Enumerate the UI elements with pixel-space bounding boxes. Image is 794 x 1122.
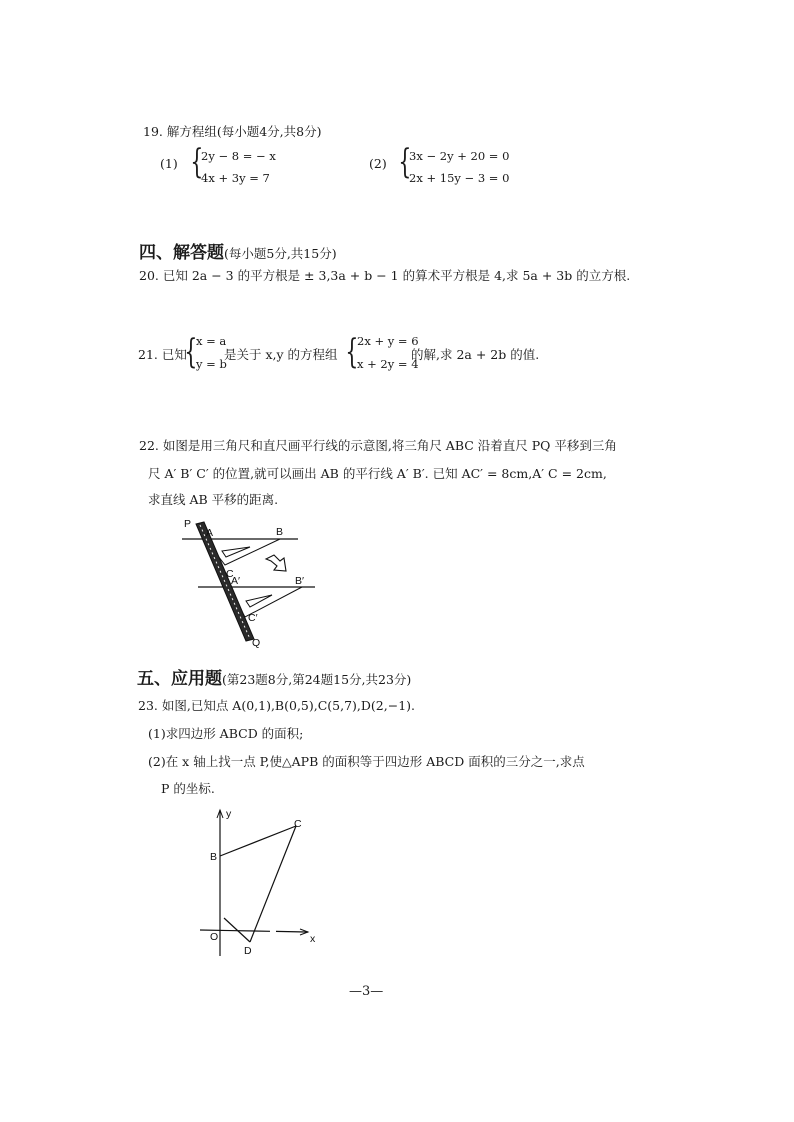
q19-part2-eq1: 3x − 2y + 20 = 0 <box>409 149 510 163</box>
label-d: D <box>244 945 252 957</box>
q19-part1-eq1: 2y − 8 = − x <box>201 149 276 163</box>
q23-figure <box>200 806 320 961</box>
label-q: Q <box>252 637 261 649</box>
q23-part1: (1)求四边形 ABCD 的面积; <box>148 726 304 741</box>
label-y: y <box>226 808 232 820</box>
q22-line2: 尺 A′ B′ C′ 的位置,就可以画出 AB 的平行线 A′ B′. 已知 AC′ = 8cm,A′ C = 2cm, <box>148 466 607 481</box>
section4-heading <box>139 238 337 263</box>
label-a: A <box>206 527 214 539</box>
q21-sys2-eq2: x + 2y = 4 <box>357 357 419 371</box>
label-p: P <box>184 518 192 530</box>
q19-part1-number: (1) <box>160 156 178 171</box>
segment-bc <box>220 826 296 856</box>
q23-line1: 23. 如图,已知点 A(0,1),B(0,5),C(5,7),D(2,−1). <box>138 698 415 713</box>
q21-sys1-eq1: x = a <box>196 334 227 348</box>
section4-title: 四、解答题 <box>139 243 224 263</box>
q20-text: 20. 已知 2a − 3 的平方根是 ± 3,3a + b − 1 的算术平方根是 4,求 5a + 3b 的立方根. <box>139 268 631 283</box>
section5-title: 五、应用题 <box>137 669 222 689</box>
q21-sys2-eq1: 2x + y = 6 <box>357 334 419 348</box>
q19-part2-brace: { <box>398 142 412 182</box>
label-b: B <box>210 851 218 863</box>
q21-sys1-eq2: y = b <box>196 357 227 371</box>
q22-line3: 求直线 AB 平移的距离. <box>148 492 279 507</box>
segment-cd <box>250 826 296 942</box>
section5-note: (第23题8分,第24题15分,共23分) <box>222 672 412 687</box>
q19-part2-eq2: 2x + 15y − 3 = 0 <box>409 171 510 185</box>
q22-figure <box>170 515 340 650</box>
section4-note: (每小题5分,共15分) <box>224 246 337 261</box>
arrow-icon <box>266 555 286 571</box>
label-c: C <box>294 818 302 830</box>
q19-title: 19. 解方程组(每小题4分,共8分) <box>143 124 322 139</box>
label-c: C <box>226 568 234 580</box>
q19-part1-eq2: 4x + 3y = 7 <box>201 171 270 185</box>
q23-part2: (2)在 x 轴上找一点 P,使△APB 的面积等于四边形 ABCD 面积的三分之一,求点 <box>148 754 585 769</box>
q21-prefix: 21. 已知 <box>138 347 187 362</box>
label-c-prime: C′ <box>248 612 258 624</box>
label-b-prime: B′ <box>295 575 304 587</box>
label-o: O <box>210 931 219 943</box>
page-number: —3— <box>349 984 384 999</box>
q23-part2b: P 的坐标. <box>161 781 215 796</box>
section5-heading <box>137 664 411 689</box>
label-b: B <box>276 526 284 538</box>
q21-suffix: 的解,求 2a + 2b 的值. <box>411 347 540 362</box>
q21-middle: 是关于 x,y 的方程组 <box>224 347 338 362</box>
label-x: x <box>310 933 316 945</box>
q21-brace-2: { <box>345 332 359 372</box>
q21-brace-1: { <box>184 332 198 372</box>
q19-part1-brace: { <box>190 142 204 182</box>
q22-line1: 22. 如图是用三角尺和直尺画平行线的示意图,将三角尺 ABC 沿着直尺 PQ 平移到三角 <box>139 438 617 453</box>
label-a-prime: A′ <box>231 575 240 587</box>
q19-part2-number: (2) <box>369 156 387 171</box>
